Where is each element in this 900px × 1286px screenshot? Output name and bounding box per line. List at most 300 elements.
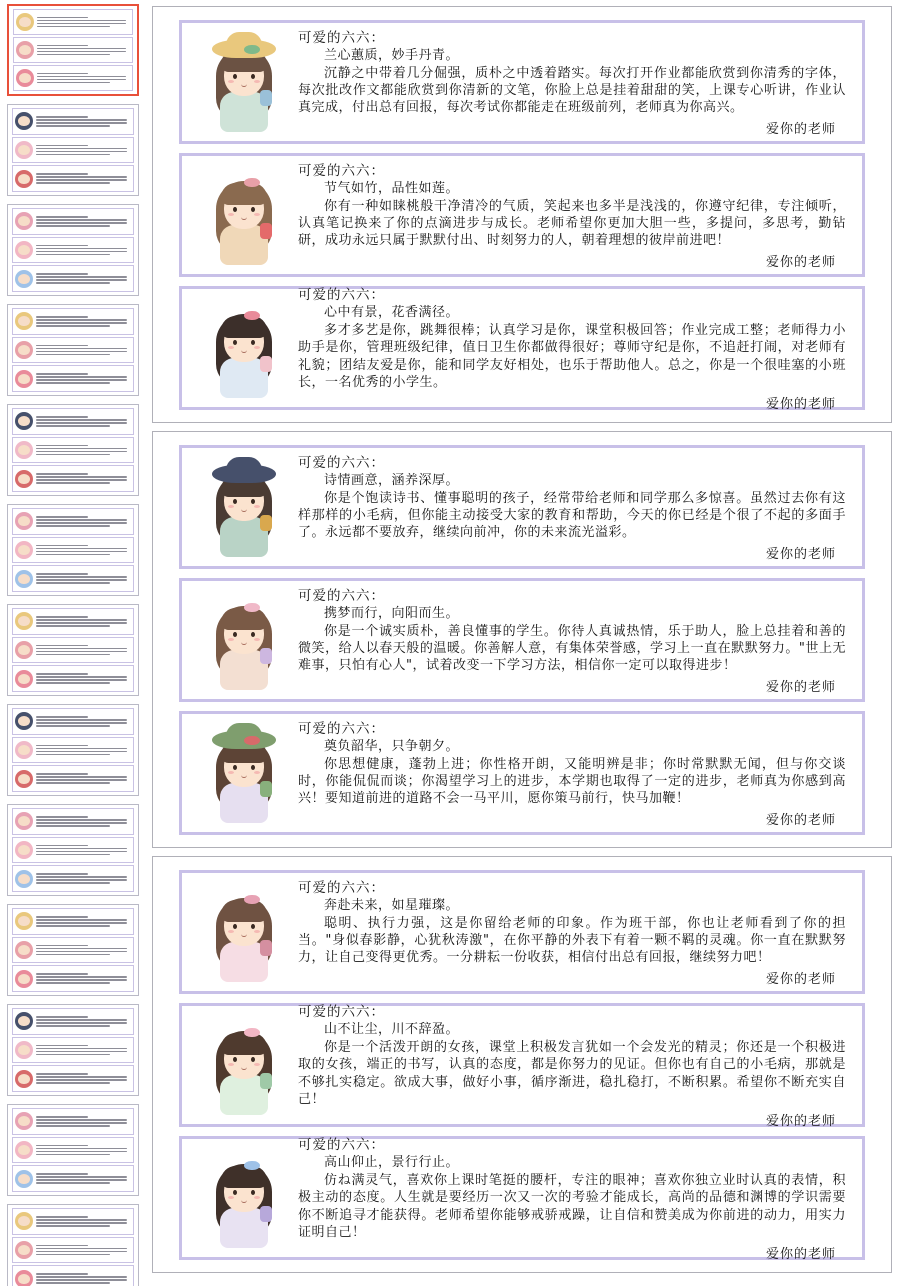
thumbnail-text-lines (36, 616, 131, 627)
thumbnail-text-line (36, 345, 88, 347)
comment-text (292, 717, 852, 828)
comment-body: 多才多艺是你，跳舞很棒；认真学习是你，课堂积极回答；作业完成工整；老师得力小助手是你，管理班级纪律，值日卫生你都做得很好；尊师守纪是你，不追赶打闹，对老师有礼貌；团结友爱是你，能和同学友好相处，也乐于帮助他人。总之，你是一个很哇塞的小班长，一名优秀的小学生。 (298, 322, 846, 391)
thumbnail-card (12, 1037, 134, 1064)
thumbnail-text-line (36, 516, 88, 518)
thumbnail-text-line (36, 282, 110, 284)
thumbnail-text-line (36, 1225, 110, 1227)
salutation: 可爱的六六： (298, 455, 385, 472)
thumbnail-card (12, 737, 134, 764)
left-eye-icon (233, 207, 237, 212)
comment-text (292, 451, 852, 562)
thumbnail-text-line (36, 1022, 127, 1024)
thumbnail-text-lines (36, 1073, 131, 1084)
right-eye-icon (251, 1057, 255, 1062)
thumbnail-text-line (37, 76, 126, 78)
thumbnail-avatar-icon (15, 212, 33, 230)
thumbnail-avatar-icon (15, 670, 33, 688)
thumbnail-text-line (36, 651, 127, 653)
thumbnail-slide[interactable] (7, 704, 139, 796)
comment-card[interactable] (179, 153, 865, 277)
thumbnail-text-line (36, 182, 110, 184)
comment-card[interactable] (179, 578, 865, 702)
fringe-icon (221, 900, 267, 922)
thumbnail-card (12, 708, 134, 735)
thumbnail-card (12, 865, 134, 892)
fringe-icon (221, 1033, 267, 1055)
left-cheek-icon (228, 346, 234, 349)
thumbnail-text-line (36, 1148, 127, 1150)
thumbnail-text-line (36, 751, 127, 753)
thumbnail-card (12, 437, 134, 464)
thumbnail-text-line (36, 122, 127, 124)
comment-body: 仿ね满灵气，喜欢你上课时笔挺的腰杆，专注的眼神；喜欢你独立业时认真的表情，积极主动的态度。人生就是要经历一次又一次的考验才能成长，高尚的品德和渊博的学识需要你不断追寻才能获得。老师希望你能够戒骄戒躁，让自信和赞美成为你前进的动力，用实力证明自己！ (298, 1172, 846, 1241)
thumbnail-text-line (36, 554, 110, 556)
thumbnail-text-lines (36, 473, 131, 484)
comment-text (292, 26, 852, 137)
thumbnail-card (12, 1065, 134, 1092)
left-eye-icon (233, 340, 237, 345)
fringe-icon (221, 316, 267, 338)
thumbnail-text-lines (36, 773, 131, 784)
left-cheek-icon (228, 80, 234, 83)
accessory-icon (260, 223, 272, 239)
salutation: 可爱的六六： (298, 30, 385, 47)
thumbnail-text-line (36, 854, 110, 856)
comment-text (292, 159, 852, 270)
thumbnail-card (12, 265, 134, 292)
thumbnail-card (12, 337, 134, 364)
thumbnail-text-lines (36, 545, 131, 556)
thumbnail-text-line (36, 1182, 110, 1184)
avatar-container (196, 1144, 292, 1252)
thumbnail-text-lines (36, 716, 131, 727)
thumbnail-avatar-icon (15, 841, 33, 859)
right-cheek-icon (254, 505, 260, 508)
thumbnail-text-line (36, 1219, 127, 1221)
thumbnail-text-line (36, 473, 88, 475)
thumbnail-text-line (36, 648, 127, 650)
mouth-icon (241, 1199, 247, 1203)
salutation: 可爱的六六： (298, 1004, 385, 1021)
thumbnail-avatar-icon (15, 441, 33, 459)
thumbnail-card (12, 465, 134, 492)
thumbnail-text-lines (36, 1273, 131, 1284)
thumbnail-text-line (36, 748, 127, 750)
thumbnail-text-line (36, 1251, 127, 1253)
thumbnail-avatar-icon (15, 312, 33, 330)
thumbnail-text-line (37, 26, 110, 28)
thumbnail-card (12, 908, 134, 935)
thumbnail-card (12, 1165, 134, 1192)
thumbnail-text-line (36, 1222, 127, 1224)
comment-title: 诗情画意，涵养深厚。 (324, 473, 460, 489)
thumbnail-text-line (36, 522, 127, 524)
thumbnail-text-line (36, 951, 127, 953)
comment-card[interactable] (179, 20, 865, 144)
comment-card[interactable] (179, 1003, 865, 1127)
avatar-container (196, 586, 292, 694)
slide-list (152, 6, 892, 1281)
thumbnail-text-line (36, 816, 88, 818)
thumbnail-text-lines (36, 1245, 131, 1256)
thumbnail-text-line (36, 1282, 110, 1284)
accessory-icon (260, 356, 272, 372)
thumbnail-text-line (36, 579, 127, 581)
thumbnail-text-line (36, 819, 127, 821)
thumbnail-text-line (36, 351, 127, 353)
salutation: 可爱的六六： (298, 163, 385, 180)
thumbnail-text-line (36, 1279, 127, 1281)
thumbnail-text-line (36, 316, 88, 318)
thumbnail-slide[interactable] (7, 304, 139, 396)
thumbnail-text-lines (36, 873, 131, 884)
thumbnail-avatar-icon (16, 41, 34, 59)
fringe-icon (221, 608, 267, 630)
thumbnail-text-line (36, 154, 110, 156)
right-eye-icon (251, 74, 255, 79)
thumbnail-text-lines (36, 245, 131, 256)
left-cheek-icon (228, 930, 234, 933)
thumbnail-slide[interactable] (7, 404, 139, 496)
thumbnail-card (12, 308, 134, 335)
thumbnail-avatar-icon (15, 712, 33, 730)
thumbnail-text-line (36, 776, 127, 778)
thumbnail-slide[interactable] (7, 204, 139, 296)
thumbnail-text-lines (36, 1145, 131, 1156)
thumbnail-text-line (36, 622, 127, 624)
thumbnail-text-line (36, 1082, 110, 1084)
thumbnail-text-lines (36, 116, 131, 127)
thumbnail-text-line (36, 1248, 127, 1250)
thumbnail-text-line (36, 1176, 127, 1178)
signature: 爱你的老师 (765, 396, 836, 412)
avatar-container (196, 294, 292, 402)
thumbnail-text-line (37, 17, 88, 19)
comment-body: 你有一种如睐桃般干净清冷的气质，笑起来也多半是浅浅的，你遵守纪律，专注倾听，认真笔记换来了你的点滴进步与成长。老师希望你更加大胆一些，多提问，多思考，勤钻研，成功永远只属于默默付出、时刻努力的人，朝着理想的彼岸前进吧！ (298, 198, 846, 249)
thumbnail-text-line (36, 276, 127, 278)
thumbnail-text-line (36, 145, 88, 147)
thumbnail-text-line (36, 1076, 127, 1078)
thumbnail-avatar-icon (15, 641, 33, 659)
thumbnail-text-line (36, 645, 88, 647)
thumbnail-avatar-icon (15, 1041, 33, 1059)
comment-body: 你是一个活泼开朗的女孩，课堂上积极发言犹如一个会发光的精灵；你还是一个积极进取的女孩，端正的书写，认真的态度，都是你努力的见证。但你也有自己的小毛病，那就是不够扎实稳定。欲成大事，做好小事，循序渐进，稳扎稳打，不断积累。希望你不断充实自己！ (298, 1039, 846, 1108)
thumbnail-slide[interactable] (7, 1204, 139, 1286)
thumbnail-text-line (36, 545, 88, 547)
thumbnail-text-lines (36, 373, 131, 384)
thumbnail-text-line (36, 551, 127, 553)
thumbnail-text-line (36, 1116, 88, 1118)
thumbnail-card (13, 9, 133, 35)
thumbnail-text-lines (36, 816, 131, 827)
accessory-icon (260, 781, 272, 797)
thumbnail-card (12, 508, 134, 535)
mouth-icon (241, 349, 247, 353)
thumbnail-card (12, 237, 134, 264)
thumbnail-text-lines (36, 516, 131, 527)
thumbnail-text-line (36, 279, 127, 281)
thumbnail-avatar-icon (15, 1012, 33, 1030)
thumbnail-text-line (36, 851, 127, 853)
thumbnail-slide[interactable] (7, 604, 139, 696)
thumbnail-slide[interactable] (7, 504, 139, 596)
thumbnail-text-line (36, 945, 88, 947)
thumbnail-card (12, 165, 134, 192)
slide[interactable] (152, 856, 892, 1273)
thumbnail-text-line (36, 1151, 127, 1153)
thumbnail-avatar-icon (15, 1112, 33, 1130)
signature: 爱你的老师 (765, 1246, 836, 1262)
thumbnail-text-line (36, 1122, 127, 1124)
comment-body: 你是一个诚实质朴，善良懂事的学生。你待人真诚热情，乐于助人，脸上总挂着和善的微笑，给人以春天般的温暖。你善解人意，有集体荣誉感，学习上一直在默默努力。"世上无难事，只怕有心人"，试着改变一下学习方法，相信你一定可以取得进步！ (298, 623, 846, 674)
salutation: 可爱的六六： (298, 588, 385, 605)
signature: 爱你的老师 (765, 971, 836, 987)
thumbnail-avatar-icon (15, 141, 33, 159)
thumbnail-rail[interactable] (0, 0, 146, 1286)
thumbnail-slide[interactable] (7, 4, 139, 96)
left-eye-icon (233, 1190, 237, 1195)
thumbnail-card (12, 937, 134, 964)
slide[interactable] (152, 431, 892, 848)
thumbnail-text-line (36, 325, 110, 327)
thumbnail-slide[interactable] (7, 804, 139, 896)
thumbnail-avatar-icon (15, 241, 33, 259)
thumbnail-avatar-icon (16, 69, 34, 87)
right-cheek-icon (254, 80, 260, 83)
thumbnail-avatar-icon (15, 1241, 33, 1259)
thumbnail-avatar-icon (15, 741, 33, 759)
girl-with-flower-clip-avatar (204, 590, 284, 690)
avatar-container (196, 453, 292, 561)
comment-title: 山不让尘，川不辞盈。 (324, 1022, 460, 1038)
girl-in-pink-dress-avatar (204, 882, 284, 982)
signature: 爱你的老师 (765, 121, 836, 137)
thumbnail-text-line (36, 673, 88, 675)
girl-with-bun-avatar (204, 165, 284, 265)
thumbnail-avatar-icon (15, 970, 33, 988)
thumbnail-text-line (36, 1019, 127, 1021)
thumbnail-text-line (36, 1079, 127, 1081)
thumbnail-text-line (37, 79, 126, 81)
thumbnail-text-line (36, 416, 88, 418)
thumbnail-text-line (36, 725, 110, 727)
right-eye-icon (251, 765, 255, 770)
thumbnail-text-line (36, 1016, 88, 1018)
thumbnail-card (12, 765, 134, 792)
thumbnail-text-line (36, 425, 110, 427)
comment-body: 聪明、执行力强，这是你留给老师的印象。作为班干部，你也让老师看到了你的担当。"身似春影静，心犹秋涛激"，在你平静的外表下有着一颗不羁的灵魂。你一直在默默努力，让自己变得更优秀。一分耕耘一份收获，相信付出总有回报，继续努力吧！ (298, 915, 846, 966)
comment-card[interactable] (179, 1136, 865, 1260)
thumbnail-text-line (36, 616, 88, 618)
thumbnail-card (12, 408, 134, 435)
comment-card[interactable] (179, 711, 865, 835)
thumbnail-text-line (36, 1245, 88, 1247)
thumbnail-avatar-icon (15, 470, 33, 488)
thumbnail-text-line (36, 873, 88, 875)
thumbnail-card (12, 108, 134, 135)
accessory-icon (260, 940, 272, 956)
thumbnail-card (12, 665, 134, 692)
right-cheek-icon (254, 1196, 260, 1199)
comment-title: 高山仰止，景行行止。 (324, 1155, 460, 1171)
girl-with-cap-avatar (204, 457, 284, 557)
thumbnail-card (13, 65, 133, 91)
mouth-icon (241, 1066, 247, 1070)
thumbnail-text-line (36, 922, 127, 924)
thumbnail-text-lines (36, 316, 131, 327)
avatar-container (196, 878, 292, 986)
left-cheek-icon (228, 771, 234, 774)
thumbnail-text-line (36, 451, 127, 453)
thumbnail-text-line (36, 1179, 127, 1181)
thumbnail-slide[interactable] (7, 904, 139, 996)
thumbnail-card (12, 1208, 134, 1235)
thumbnail-card (12, 208, 134, 235)
girl-with-ponytail-avatar (204, 723, 284, 823)
mouth-icon (241, 774, 247, 778)
thumbnail-slide[interactable] (7, 1004, 139, 1096)
mouth-icon (241, 216, 247, 220)
thumbnail-text-lines (36, 745, 131, 756)
thumbnail-avatar-icon (15, 412, 33, 430)
thumbnail-text-lines (36, 445, 131, 456)
thumbnail-text-line (36, 373, 88, 375)
thumbnail-text-line (36, 125, 110, 127)
mouth-icon (241, 641, 247, 645)
comment-body: 你是个饱读诗书、懂事聪明的孩子，经常带给老师和同学那么多惊喜。虽然过去你有这样那样的小毛病，但你能主动接受大家的教育和帮助，今天的你已经是个很了不起的多面手了。永远都不要放弃，继续向前冲，你的未来流光溢彩。 (298, 490, 846, 541)
left-eye-icon (233, 74, 237, 79)
thumbnail-card (12, 1237, 134, 1264)
thumbnail-text-line (36, 445, 88, 447)
thumbnail-text-line (36, 273, 88, 275)
thumbnail-text-lines (36, 145, 131, 156)
thumbnail-slide[interactable] (7, 104, 139, 196)
thumbnail-text-lines (36, 673, 131, 684)
right-cheek-icon (254, 930, 260, 933)
thumbnail-avatar-icon (15, 1212, 33, 1230)
comment-text (292, 1000, 852, 1128)
thumbnail-text-lines (36, 1173, 131, 1184)
thumbnail-card (12, 608, 134, 635)
thumbnail-text-line (36, 573, 88, 575)
thumbnail-text-line (36, 454, 110, 456)
thumbnail-text-line (36, 251, 127, 253)
thumbnail-text-line (36, 476, 127, 478)
thumbnail-text-lines (36, 345, 131, 356)
salutation: 可爱的六六： (298, 1137, 385, 1154)
thumbnail-slide[interactable] (7, 1104, 139, 1196)
thumbnail-text-line (36, 779, 127, 781)
thumbnail-text-line (36, 845, 88, 847)
avatar-container (196, 719, 292, 827)
thumbnail-text-lines (37, 17, 130, 28)
thumbnail-text-line (36, 1054, 110, 1056)
slide[interactable] (152, 6, 892, 423)
thumbnail-text-line (36, 479, 127, 481)
signature: 爱你的老师 (765, 546, 836, 562)
thumbnail-text-line (36, 773, 88, 775)
thumbnail-text-line (36, 379, 127, 381)
left-eye-icon (233, 1057, 237, 1062)
thumbnail-text-line (36, 654, 110, 656)
thumbnail-avatar-icon (15, 1141, 33, 1159)
thumbnail-text-line (36, 1073, 88, 1075)
thumbnail-text-line (37, 20, 126, 22)
thumbnail-text-line (36, 754, 110, 756)
comment-card[interactable] (179, 286, 865, 410)
comment-body: 你思想健康，蓬勃上进；你性格开朗，又能明辨是非；你时常默默无闻，但与你交谈时，你能侃侃而谈；你渴望学习上的进步，本学期也取得了一定的进步，老师真为你感到高兴！要知道前进的道路不会一马平川，愿你策马前行，快马加鞭！ (298, 756, 846, 807)
comment-card[interactable] (179, 870, 865, 994)
left-eye-icon (233, 924, 237, 929)
thumbnail-text-line (36, 1119, 127, 1121)
thumbnail-text-line (36, 382, 110, 384)
mouth-icon (241, 933, 247, 937)
right-cheek-icon (254, 638, 260, 641)
thumbnail-text-line (36, 876, 127, 878)
salutation: 可爱的六六： (298, 721, 385, 738)
thumbnail-text-line (36, 245, 88, 247)
thumbnail-card (12, 537, 134, 564)
salutation: 可爱的六六： (298, 880, 385, 897)
accessory-icon (260, 1206, 272, 1222)
fringe-icon (221, 1166, 267, 1188)
thumbnail-avatar-icon (15, 1270, 33, 1286)
thumbnail-avatar-icon (15, 770, 33, 788)
bow-icon (244, 1028, 260, 1037)
thumbnail-avatar-icon (15, 170, 33, 188)
thumbnail-text-line (36, 1154, 110, 1156)
thumbnail-text-lines (36, 845, 131, 856)
thumbnail-text-lines (36, 945, 131, 956)
thumbnail-text-line (36, 1045, 88, 1047)
bow-icon (244, 45, 260, 54)
fringe-icon (221, 183, 267, 205)
thumbnail-text-line (36, 825, 110, 827)
right-cheek-icon (254, 346, 260, 349)
salutation: 可爱的六六： (298, 287, 385, 304)
right-cheek-icon (254, 771, 260, 774)
comment-title: 奠负韶华，只争朝夕。 (324, 739, 460, 755)
comment-text (292, 584, 852, 695)
thumbnail-text-line (36, 448, 127, 450)
girl-with-blue-hairband-avatar (204, 1148, 284, 1248)
thumbnail-text-line (36, 248, 127, 250)
thumbnail-text-line (36, 1051, 127, 1053)
thumbnail-text-lines (37, 73, 130, 84)
comment-card[interactable] (179, 445, 865, 569)
thumbnail-text-line (36, 822, 127, 824)
thumbnail-text-lines (36, 1016, 131, 1027)
thumbnail-text-line (37, 54, 110, 56)
thumbnail-text-line (36, 679, 127, 681)
avatar-container (196, 1011, 292, 1119)
thumbnail-text-line (36, 1276, 127, 1278)
thumbnail-text-lines (37, 45, 130, 56)
comment-text (292, 1133, 852, 1261)
thumbnail-text-line (36, 879, 127, 881)
thumbnail-text-line (36, 348, 127, 350)
left-cheek-icon (228, 1063, 234, 1066)
thumbnail-text-lines (36, 573, 131, 584)
thumbnail-avatar-icon (15, 941, 33, 959)
thumbnail-text-line (36, 322, 127, 324)
left-eye-icon (233, 632, 237, 637)
thumbnail-text-line (36, 973, 88, 975)
avatar-container (196, 161, 292, 269)
accessory-icon (260, 1073, 272, 1089)
hat-crown-icon (226, 457, 262, 473)
thumbnail-text-line (36, 619, 127, 621)
